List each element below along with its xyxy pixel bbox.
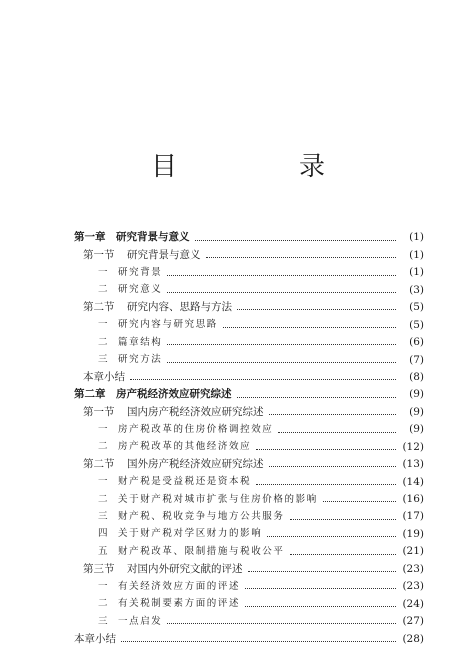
- toc-entry-section[interactable]: [74, 403, 424, 420]
- dot-leader: [195, 239, 397, 241]
- toc-entry-title: 篇章结构: [118, 336, 163, 348]
- table-of-contents: [74, 229, 424, 648]
- dot-leader: [237, 396, 397, 398]
- toc-entry-page-number: (23): [402, 562, 424, 575]
- toc-entry-page-number: (9): [409, 405, 424, 418]
- dot-leader: [167, 343, 396, 345]
- toc-entry-page-number: (1): [409, 248, 424, 261]
- dot-leader: [167, 291, 396, 293]
- toc-entry-title: 国内房产税经济效应研究综述: [127, 405, 264, 418]
- toc-entry-section[interactable]: [74, 299, 424, 316]
- toc-entry-page-number: (1): [409, 266, 424, 279]
- dot-leader: [256, 483, 396, 485]
- toc-entry-page-number: (13): [402, 458, 424, 471]
- toc-entry-page-number: (19): [402, 527, 424, 540]
- dot-leader: [223, 326, 396, 328]
- toc-entry-number: 第一节: [83, 248, 115, 261]
- toc-entry-item[interactable]: [74, 351, 424, 368]
- toc-entry-chapter[interactable]: [74, 229, 424, 246]
- toc-entry-title: 研究意义: [118, 284, 163, 296]
- toc-entry-title: 财产税、税收竞争与地方公共服务: [118, 510, 285, 522]
- toc-entry-title: 本章小结: [83, 370, 125, 383]
- toc-entry-number: 二: [98, 598, 108, 610]
- toc-entry-item[interactable]: [74, 508, 424, 525]
- toc-entry-item[interactable]: [74, 421, 424, 438]
- dot-leader: [290, 518, 396, 520]
- toc-entry-item[interactable]: [74, 543, 424, 560]
- toc-entry-number: 第二节: [83, 458, 115, 471]
- dot-leader: [167, 622, 396, 624]
- dot-leader: [269, 413, 397, 415]
- toc-entry-title: 一点启发: [118, 615, 163, 627]
- toc-entry-title: 研究背景与意义: [116, 231, 190, 244]
- toc-entry-item[interactable]: [74, 491, 424, 508]
- toc-entry-page-number: (16): [402, 493, 424, 506]
- toc-entry-item[interactable]: [74, 473, 424, 490]
- toc-entry-item[interactable]: [74, 281, 424, 298]
- dot-leader: [130, 378, 396, 380]
- toc-entry-item[interactable]: [74, 595, 424, 612]
- dot-leader: [278, 431, 396, 433]
- toc-entry-number: 一: [98, 476, 108, 488]
- dot-leader: [206, 256, 397, 258]
- toc-entry-chapter[interactable]: [74, 386, 424, 403]
- toc-entry-title: 研究背景与意义: [127, 248, 201, 261]
- toc-entry-title: 关于财产税对城市扩张与住房价格的影响: [118, 493, 318, 505]
- toc-entry-item[interactable]: [74, 438, 424, 455]
- toc-entry-item[interactable]: [74, 334, 424, 351]
- dot-leader: [237, 308, 396, 310]
- toc-entry-number: 二: [98, 284, 108, 296]
- toc-entry-number: 第二节: [83, 301, 115, 314]
- toc-entry-item[interactable]: [74, 264, 424, 281]
- toc-entry-title: 国外房产税经济效应研究综述: [127, 458, 264, 471]
- dot-leader: [269, 465, 397, 467]
- toc-entry-page-number: (27): [402, 615, 424, 628]
- toc-entry-title: 本章小结: [74, 632, 116, 645]
- toc-entry-page-number: (23): [402, 580, 424, 593]
- toc-entry-number: 三: [98, 354, 108, 366]
- dot-leader: [245, 605, 396, 607]
- toc-entry-page-number: (3): [409, 283, 424, 296]
- toc-entry-page-number: (6): [409, 336, 424, 349]
- toc-entry-page-number: (8): [409, 370, 424, 383]
- toc-entry-number: 二: [98, 493, 108, 505]
- toc-entry-page-number: (28): [402, 632, 424, 645]
- toc-entry-title: 对国内外研究文献的评述: [127, 562, 243, 575]
- toc-entry-section[interactable]: [74, 456, 424, 473]
- page-title: 目 录: [150, 152, 373, 182]
- toc-entry-title: 研究内容、思路与方法: [127, 301, 232, 314]
- toc-entry-title: 关于财产税对学区财力的影响: [118, 528, 263, 540]
- toc-entry-title: 财产税是受益税还是资本税: [118, 476, 252, 488]
- dot-leader: [248, 570, 397, 572]
- toc-entry-number: 一: [98, 423, 108, 435]
- toc-entry-item[interactable]: [74, 525, 424, 542]
- toc-entry-item[interactable]: [74, 578, 424, 595]
- toc-entry-number: 二: [98, 441, 108, 453]
- toc-entry-page-number: (24): [402, 597, 424, 610]
- toc-entry-section[interactable]: [74, 246, 424, 263]
- toc-entry-page-number: (9): [409, 388, 424, 401]
- toc-entry-number: 第一节: [83, 405, 115, 418]
- toc-entry-number: 第三节: [83, 562, 115, 575]
- toc-entry-number: 四: [98, 528, 108, 540]
- dot-leader: [167, 361, 396, 363]
- dot-leader: [121, 640, 396, 642]
- dot-leader: [167, 274, 396, 276]
- toc-entry-page-number: (1): [409, 231, 424, 244]
- dot-leader: [323, 500, 396, 502]
- toc-entry-title: 房产税改革的住房价格调控效应: [118, 423, 274, 435]
- toc-entry-title: 研究背景: [118, 266, 163, 278]
- toc-entry-number: 第二章: [74, 388, 106, 401]
- toc-entry-section[interactable]: [74, 560, 424, 577]
- toc-entry-title: 有关经济效应方面的评述: [118, 580, 241, 592]
- toc-entry-number: 三: [98, 510, 108, 522]
- dot-leader: [290, 553, 396, 555]
- toc-entry-number: 一: [98, 266, 108, 278]
- toc-entry-item[interactable]: [74, 613, 424, 630]
- toc-entry-title: 房产税经济效应研究综述: [116, 388, 232, 401]
- toc-entry-title: 研究内容与研究思路: [118, 319, 218, 331]
- toc-entry-number: 二: [98, 336, 108, 348]
- toc-entry-number: 一: [98, 580, 108, 592]
- dot-leader: [245, 587, 396, 589]
- toc-entry-title: 财产税改革、限制措施与税收公平: [118, 545, 285, 557]
- toc-entry-number: 一: [98, 319, 108, 331]
- toc-entry-page-number: (21): [402, 545, 424, 558]
- toc-entry-number: 第一章: [74, 231, 106, 244]
- toc-entry-title: 研究方法: [118, 354, 163, 366]
- toc-entry-title: 有关税制要素方面的评述: [118, 598, 241, 610]
- toc-entry-title: 房产税改革的其他经济效应: [118, 441, 252, 453]
- toc-entry-page-number: (5): [409, 301, 424, 314]
- toc-entry-page-number: (12): [402, 440, 424, 453]
- toc-entry-item[interactable]: [74, 316, 424, 333]
- dot-leader: [267, 535, 396, 537]
- toc-entry-summary[interactable]: [74, 369, 424, 386]
- toc-entry-page-number: (17): [402, 510, 424, 523]
- toc-entry-number: 五: [98, 545, 108, 557]
- toc-entry-page-number: (14): [402, 475, 424, 488]
- dot-leader: [256, 448, 396, 450]
- toc-entry-page-number: (7): [409, 353, 424, 366]
- toc-entry-page-number: (5): [409, 318, 424, 331]
- toc-entry-chsummary[interactable]: [74, 630, 424, 647]
- toc-entry-number: 三: [98, 615, 108, 627]
- toc-entry-page-number: (9): [409, 423, 424, 436]
